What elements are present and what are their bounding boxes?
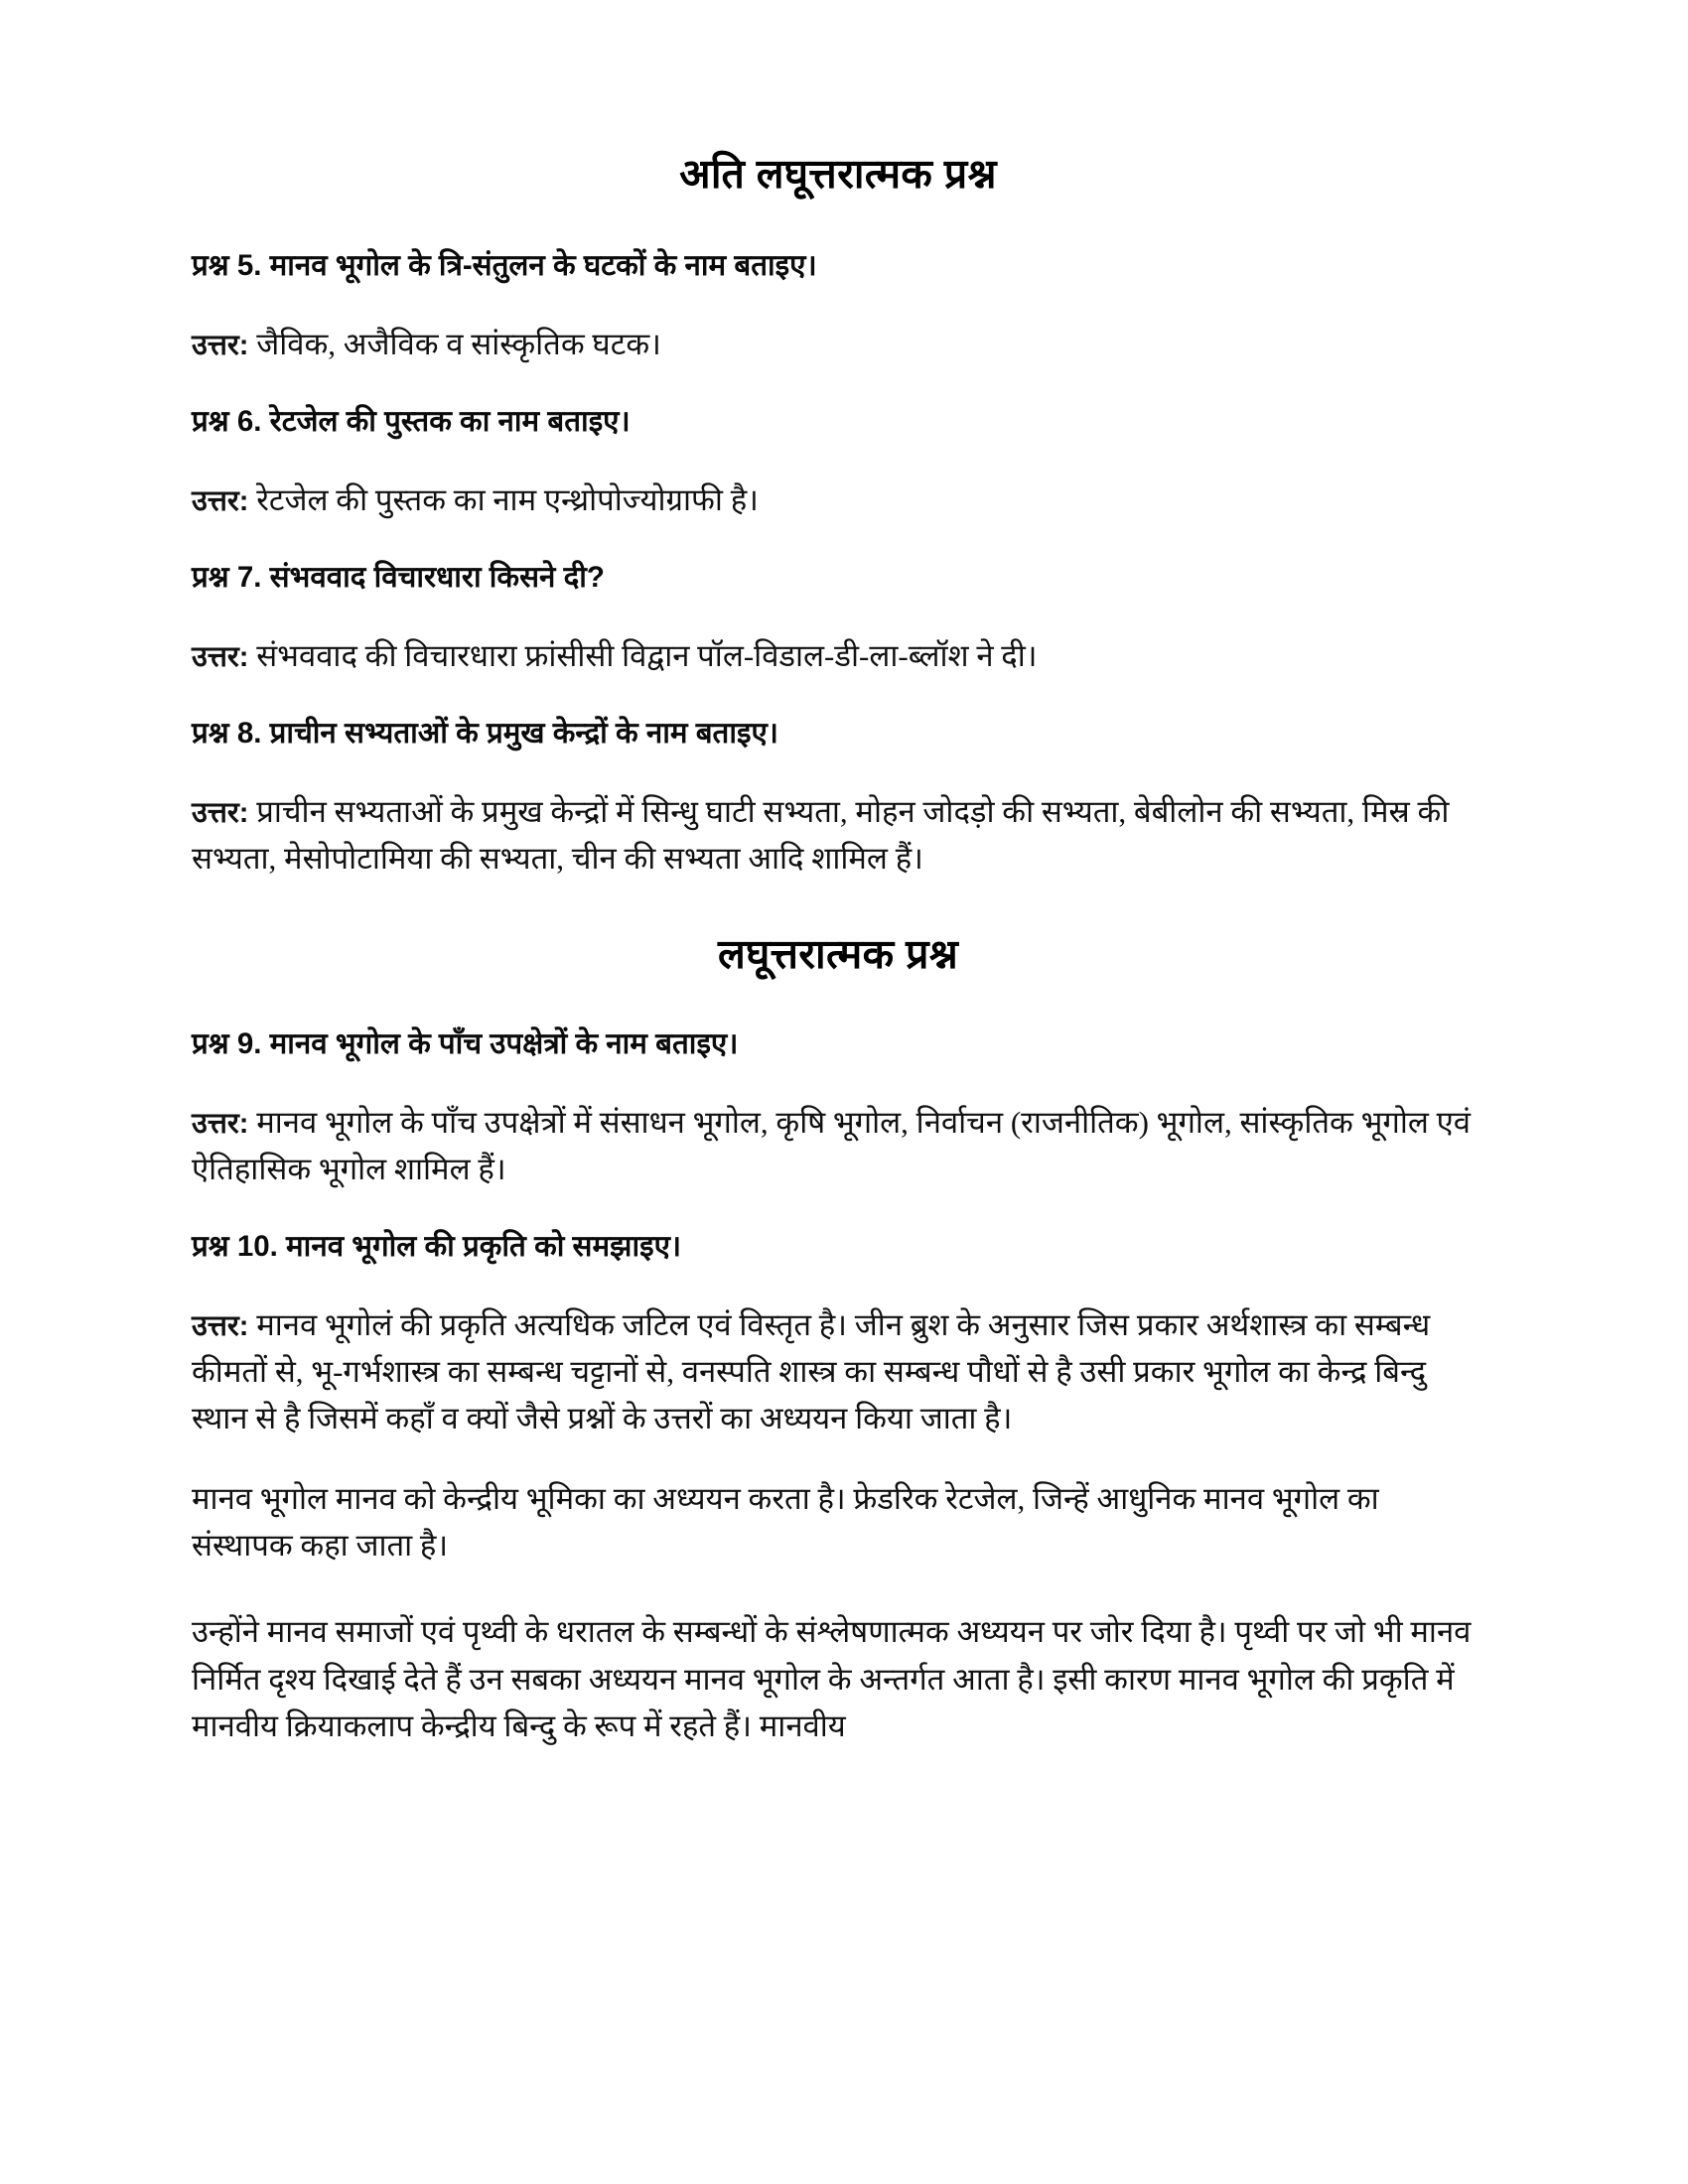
answer-10-paragraph-2: मानव भूगोल मानव को केन्द्रीय भूमिका का अध्ययन करता है। फ्रेडरिक रेटजेल, जिन्हें आधुनिक मानव भूगोल का संस्थापक कहा जाता है। bbox=[192, 1481, 1379, 1564]
answer-label: उत्तर: bbox=[192, 1107, 249, 1140]
answer-text: मानव भूगोल के पाँच उपक्षेत्रों में संसाधन भूगोल, कृषि भूगोल, निर्वाचन (राजनीतिक) भूगोल, सांस्कृतिक भूगोल एवं ऐतिहासिक भूगोल शामिल हैं। bbox=[192, 1104, 1471, 1186]
question-6: प्रश्न 6. रेटजेल की पुस्तक का नाम बताइए। bbox=[192, 405, 631, 439]
question-8: प्रश्न 8. प्राचीन सभ्यताओं के प्रमुख केन्द्रों के नाम बताइए। bbox=[192, 716, 778, 750]
section-heading-very-short-answer: अति लघूत्तरात्मक प्रश्न bbox=[679, 151, 997, 197]
answer-text: मानव भूगोलं की प्रकृति अत्यधिक जटिल एवं विस्तृत है। जीन ब्रुश के अनुसार जिस प्रकार अर्थशास्त्र का सम्बन्ध कीमतों से, भू-गर्भशास्त्र का सम्बन्ध चट्टानों से, वनस्पति शास्त्र का सम्बन्ध पौधों से है उसी प्रकार भूगोल का केन्द्र बिन्दु स्थान से है जिसमें कहाँ व क्यों जैसे प्रश्नों के उत्तरों का अध्ययन किया जाता है। bbox=[192, 1306, 1431, 1436]
answer-label: उत्तर: bbox=[192, 484, 249, 517]
answer-10 bbox=[192, 1301, 1484, 1441]
answer-10-paragraph-3: उन्होंने मानव समाजों एवं पृथ्वी के धरातल के सम्बन्धों के संश्लेषणात्मक अध्ययन पर जोर दिया है। पृथ्वी पर जो भी मानव निर्मित दृश्य दिखाई देते हैं उन सबका अध्ययन मानव भूगोल के अन्तर्गत आता है। इसी कारण मानव भूगोल की प्रकृति में मानवीय क्रियाकलाप केन्द्रीय बिन्दु के रूप में रहते हैं। मानवीय bbox=[192, 1614, 1472, 1743]
answer-5 bbox=[192, 321, 1484, 367]
answer-text: रेटजेल की पुस्तक का नाम एन्थ्रोपोज्योग्राफी है। bbox=[248, 481, 759, 517]
answer-text: प्राचीन सभ्यताओं के प्रमुख केन्द्रों में सिन्धु घाटी सभ्यता, मोहन जोदड़ो की सभ्यता, बेबीलोन की सभ्यता, मिस्र की सभ्यता, मेसोपोटामिया की सभ्यता, चीन की सभ्यता आदि शामिल हैं। bbox=[192, 793, 1450, 876]
answer-label: उत्तर: bbox=[192, 640, 249, 673]
answer-6 bbox=[192, 477, 1484, 523]
section-heading-short-answer: लघूत्तरात्मक प्रश्न bbox=[718, 930, 958, 977]
answer-label: उत्तर: bbox=[192, 1309, 249, 1342]
answer-text: संभववाद की विचारधारा फ्रांसीसी विद्वान पॉल-विडाल-डी-ला-ब्लॉश ने दी। bbox=[248, 637, 1038, 673]
question-10: प्रश्न 10. मानव भूगोल की प्रकृति को समझाइए। bbox=[192, 1230, 682, 1264]
answer-text: जैविक, अजैविक व सांस्कृतिक घटक। bbox=[248, 327, 661, 362]
question-9: प्रश्न 9. मानव भूगोल के पाँच उपक्षेत्रों के नाम बताइए। bbox=[192, 1027, 739, 1061]
question-7: प्रश्न 7. संभववाद विचारधारा किसने दी? bbox=[192, 561, 605, 594]
answer-7 bbox=[192, 632, 1484, 679]
question-5: प्रश्न 5. मानव भूगोल के त्रि-संतुलन के घटकों के नाम बताइए। bbox=[192, 249, 817, 283]
answer-9 bbox=[192, 1099, 1484, 1192]
answer-label: उत्तर: bbox=[192, 330, 249, 362]
answer-8 bbox=[192, 788, 1484, 882]
answer-label: उत्तर: bbox=[192, 796, 249, 829]
